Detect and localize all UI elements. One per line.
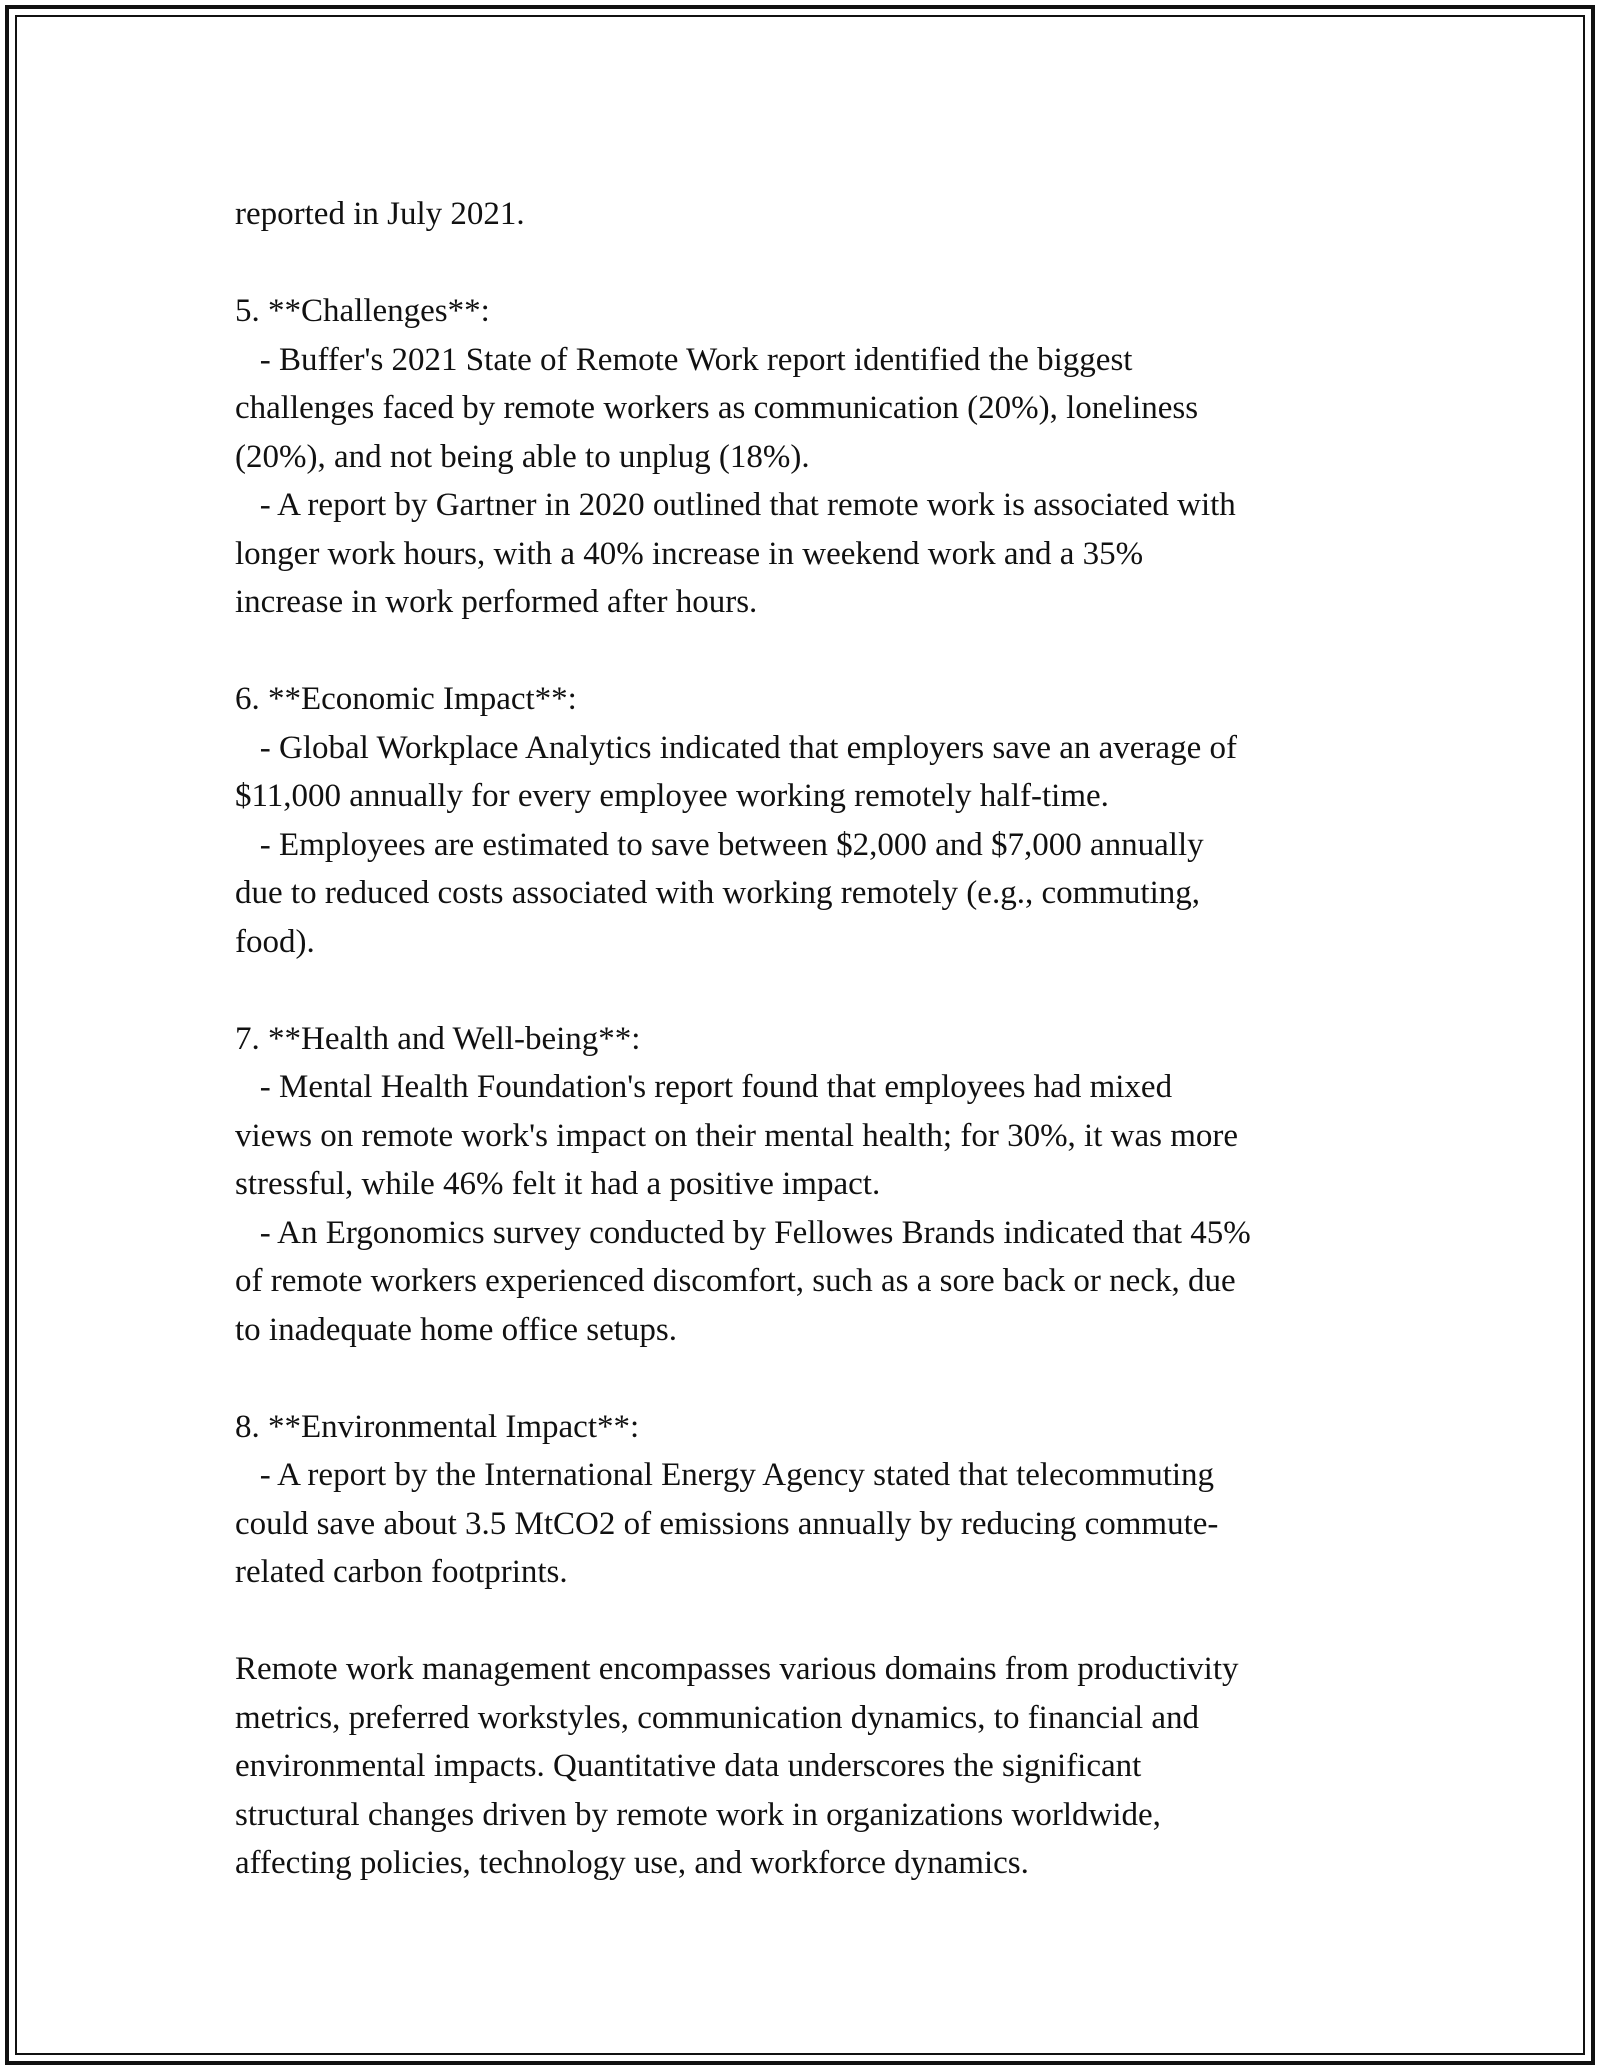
bullet-line: views on remote work's impact on their mental health; for 30%, it was more xyxy=(235,1117,1239,1154)
bullet-line: - Global Workplace Analytics indicated that employers save an average of xyxy=(235,729,1237,766)
section-heading: 8. **Environmental Impact**: xyxy=(235,1408,640,1445)
intro-line: reported in July 2021. xyxy=(235,196,525,232)
bullet-line: stressful, while 46% felt it had a positive impact. xyxy=(235,1166,881,1202)
bullet-line: - A report by Gartner in 2020 outlined that remote work is associated with xyxy=(235,487,1236,523)
section-health-wellbeing xyxy=(235,1015,1375,1355)
bullet-line: of remote workers experienced discomfort, such as a sore back or neck, due xyxy=(235,1263,1236,1299)
paragraph-line: Remote work management encompasses various domains from productivity xyxy=(235,1651,1239,1687)
document-body xyxy=(235,190,1375,1888)
paragraph-line: environmental impacts. Quantitative data underscores the significant xyxy=(235,1748,1142,1784)
conclusion-paragraph xyxy=(235,1645,1375,1888)
paragraph-line: structural changes driven by remote work in organizations worldwide, xyxy=(235,1796,1161,1833)
section-economic-impact xyxy=(235,675,1375,966)
bullet-line: - A report by the International Energy Agency stated that telecommuting xyxy=(235,1457,1215,1493)
bullet xyxy=(235,336,1375,482)
paragraph-line: affecting policies, technology use, and workforce dynamics. xyxy=(235,1845,1029,1881)
section-heading: 7. **Health and Well-being**: xyxy=(235,1020,641,1057)
bullet xyxy=(235,1063,1375,1209)
bullet-line: - Employees are estimated to save between $2,000 and $7,000 annually xyxy=(235,826,1204,863)
bullet xyxy=(235,1209,1375,1355)
section-challenges xyxy=(235,287,1375,627)
bullet-line: food). xyxy=(235,923,315,960)
bullet-line: - An Ergonomics survey conducted by Fellowes Brands indicated that 45% xyxy=(235,1214,1251,1251)
bullet-line: $11,000 annually for every employee working remotely half-time. xyxy=(235,778,1109,814)
bullet-line: longer work hours, with a 40% increase in weekend work and a 35% xyxy=(235,535,1144,572)
bullet xyxy=(235,481,1375,627)
bullet-line: - Mental Health Foundation's report found that employees had mixed xyxy=(235,1069,1173,1105)
section-heading: 5. **Challenges**: xyxy=(235,293,490,329)
section-heading: 6. **Economic Impact**: xyxy=(235,681,577,717)
bullet-line: could save about 3.5 MtCO2 of emissions annually by reducing commute- xyxy=(235,1505,1219,1542)
bullet-line: challenges faced by remote workers as communication (20%), loneliness xyxy=(235,390,1199,426)
bullet-line: related carbon footprints. xyxy=(235,1554,568,1590)
bullet-line: (20%), and not being able to unplug (18%). xyxy=(235,438,810,475)
paragraph-line: metrics, preferred workstyles, communication dynamics, to financial and xyxy=(235,1699,1200,1736)
bullet-line: due to reduced costs associated with working remotely (e.g., commuting, xyxy=(235,875,1201,911)
bullet xyxy=(235,1451,1375,1597)
bullet xyxy=(235,821,1375,967)
bullet xyxy=(235,724,1375,821)
bullet-line: - Buffer's 2021 State of Remote Work report identified the biggest xyxy=(235,341,1133,378)
bullet-line: to inadequate home office setups. xyxy=(235,1311,678,1348)
section-environmental-impact xyxy=(235,1403,1375,1597)
bullet-line: increase in work performed after hours. xyxy=(235,584,758,620)
